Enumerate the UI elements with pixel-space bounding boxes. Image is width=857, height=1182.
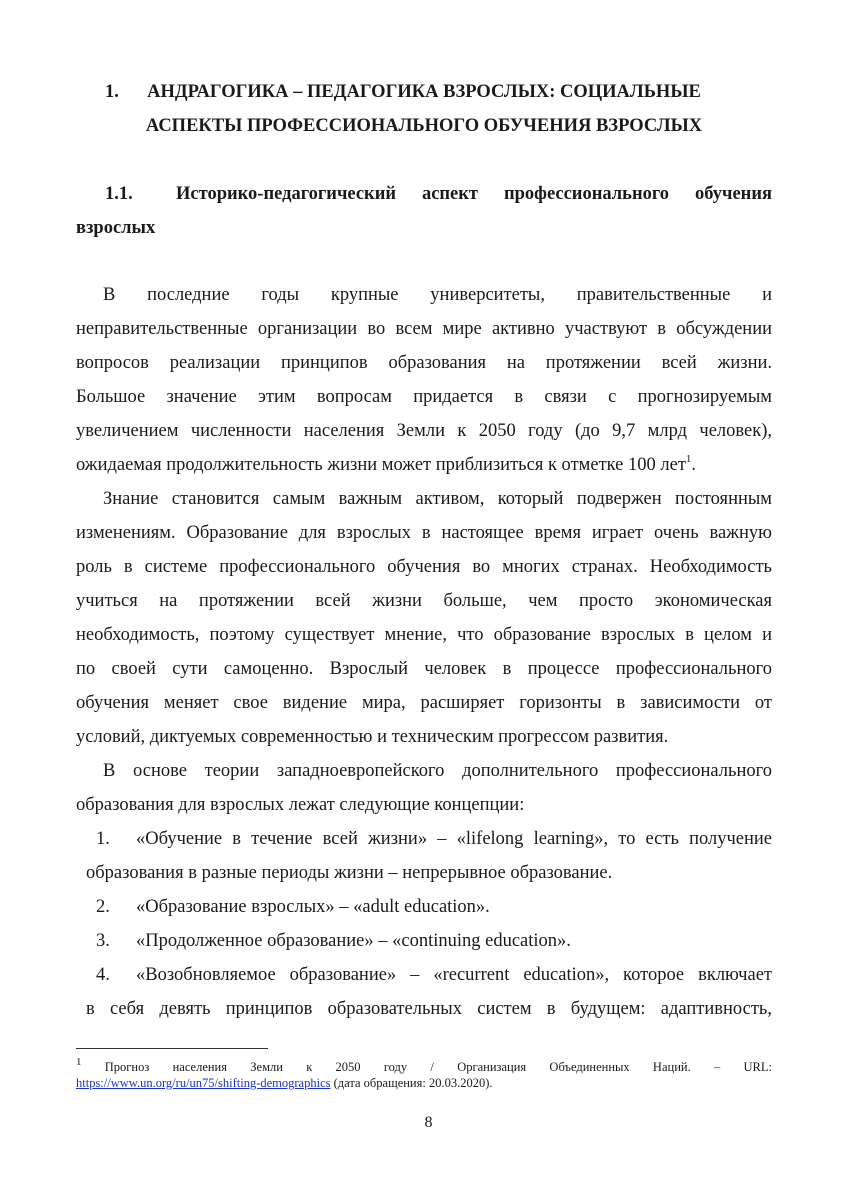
footnote-separator [76,1048,268,1049]
paragraph-2-line: обучения меняет свое видение мира, расширяет горизонты в зависимости от [76,693,772,713]
list-item-number: 2. [96,897,110,917]
list-item-4-line-1 [76,958,772,992]
paragraph-1-line: увеличением численности населения Земли к 2050 году (до 9,7 млрд человек), [76,421,772,441]
paragraph-2-line: условий, диктуемых современностью и техническим прогрессом развития. [76,727,669,747]
list-item-2 [76,890,772,924]
footnote-link[interactable]: https://www.un.org/ru/un75/shifting-demographics [76,1076,331,1090]
footnote-line-2 [76,1075,772,1091]
paragraph-1-line: неправительственные организации во всем мире активно участвуют в обсуждении [76,319,772,339]
paragraph-1-line: вопросов реализации принципов образования на протяжении всей жизни. [76,353,772,373]
paragraph-1-line-text: ожидаемая продолжительность жизни может приблизиться к отметке 100 лет [76,455,686,475]
paragraph-2-line: роль в системе профессионального обучения во многих странах. Необходимость [76,557,772,577]
footnote-reference[interactable]: 1 [685,452,692,465]
paragraph-1-last-line [76,448,772,482]
footnote-text: Прогноз населения Земли к 2050 году / Организация Объединенных Наций. – URL: [104,1060,772,1074]
paragraph-1-line: В последние годы крупные университеты, правительственные и [103,285,772,305]
list-item-4-line-2: в себя девять принципов образовательных систем в будущем: адаптивность, [86,999,772,1019]
section-title-text-1: Историко-педагогический аспект профессионального обучения [176,184,772,204]
paragraph-3-line: образования для взрослых лежат следующие концепции: [76,795,525,815]
section-number: 1.1. [105,184,133,204]
paragraph-2-line: Знание становится самым важным активом, который подвержен постоянным [103,489,772,509]
paragraph-3-line: В основе теории западноевропейского дополнительного профессионального [103,761,772,781]
list-item-1-line-2: образования в разные периоды жизни – непрерывное образование. [86,863,613,883]
footnote-access-date: (дата обращения: 20.03.2020). [330,1076,493,1090]
chapter-title-line-1 [76,75,772,109]
section-title-line-1 [76,177,772,211]
list-item-number: 3. [96,931,110,951]
chapter-title-line-2: АСПЕКТЫ ПРОФЕССИОНАЛЬНОГО ОБУЧЕНИЯ ВЗРОСЛЫХ [145,116,703,136]
footnote-marker: 1 [76,1055,82,1068]
list-item-text: «Образование взрослых» – «adult education». [136,897,490,917]
paragraph-1-line: Большое значение этим вопросам придается в связи с прогнозируемым [76,387,772,407]
list-item-text: «Продолженное образование» – «continuing education». [136,931,571,951]
list-item-text: «Возобновляемое образование» – «recurrent education», которое включает [136,965,772,985]
chapter-title-text-1: АНДРАГОГИКА – ПЕДАГОГИКА ВЗРОСЛЫХ: СОЦИАЛЬНЫЕ [147,82,701,102]
footnote-line-1 [76,1055,772,1075]
list-item-number: 1. [96,829,110,849]
paragraph-2-line: необходимость, поэтому существует мнение, что образование взрослых в целом и [76,625,772,645]
page-number: 8 [424,1114,433,1131]
list-item-text: «Обучение в течение всей жизни» – «lifelong learning», то есть получение [136,829,772,849]
paragraph-2-line: по своей сути самоценно. Взрослый человек в процессе профессионального [76,659,772,679]
paragraph-1-end: . [691,455,697,475]
list-item-1-line-1 [76,822,772,856]
section-title-line-2: взрослых [76,218,156,238]
paragraph-2-line: учиться на протяжении всей жизни больше, чем просто экономическая [76,591,772,611]
chapter-number: 1. [105,82,119,102]
list-item-number: 4. [96,965,110,985]
list-item-3 [76,924,772,958]
paragraph-2-line: изменениям. Образование для взрослых в настоящее время играет очень важную [76,523,772,543]
